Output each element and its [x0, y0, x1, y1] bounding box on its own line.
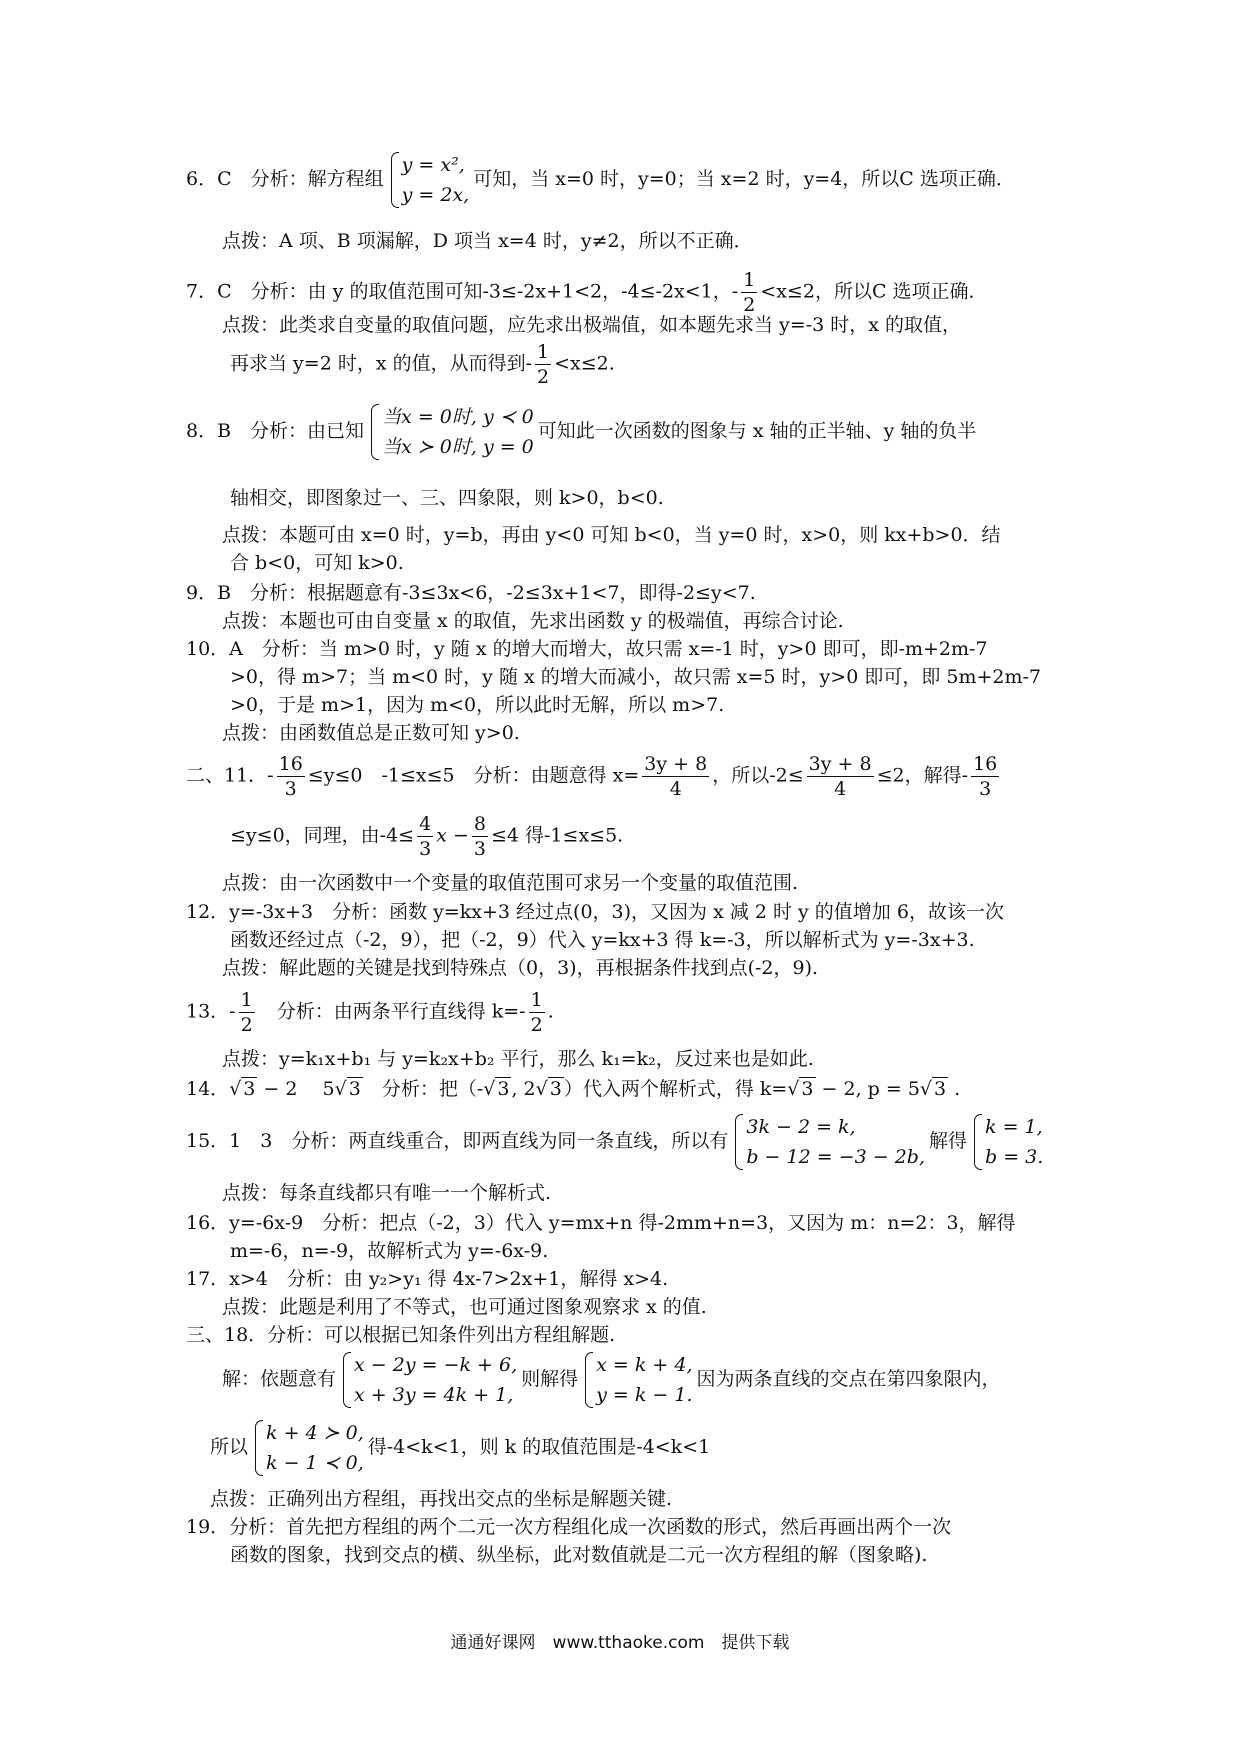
equation-system: 3k − 2 = k, b − 12 = −3 − 2b,	[732, 1112, 925, 1172]
equation-system: x − 2y = −k + 6, x + 3y = 4k + 1,	[340, 1350, 517, 1410]
fraction: $\frac{1}{2}$	[743, 269, 756, 316]
tip-8-line1: 点拨：本题可由 x=0 时，y=b，再由 y<0 可知 b<0，当 y=0 时，x>0，则 kx+b>0．结	[222, 524, 1001, 546]
solution-system: x = k + 4, y = k − 1.	[582, 1350, 692, 1410]
condition-system: 当x = 0时, y ≺ 0 当x ≻ 0时, y = 0	[368, 402, 534, 462]
answer-9: 9．B 分析：根据题意有-3≤3x<6，-2≤3x+1<7，即得-2≤y<7.	[186, 582, 756, 604]
page-footer: 通通好课网 www.tthaoke.com 提供下载	[450, 1633, 790, 1653]
answer-8-line2: 轴相交，即图象过一、三、四象限，则 k>0，b<0.	[230, 487, 664, 509]
answer-11-line2: ≤y≤0，同理，由-4≤ $\frac{4}{3}$ x − $\frac{8}{3}$ ≤4 得-1≤x≤5.	[230, 813, 624, 860]
answer-14: 14．√ 3 − 2 5√ 3 分析：把（-√ 3 , 2√ 3 ）代入两个解析式，得 k=√ 3 − 2, p = 5√ 3 .	[186, 1078, 961, 1100]
answer-19-line1: 19．分析：首先把方程组的两个二元一次方程组化成一次函数的形式，然后再画出两个一次	[186, 1516, 952, 1538]
equation-system: y = x², y = 2x,	[388, 150, 470, 210]
answer-18-solution: 解：依题意有 x − 2y = −k + 6, x + 3y = 4k + 1, 则解得 x = k + 4, y = k − 1. 因为两条直线的交点在第四象限内，	[222, 1350, 1102, 1410]
answer-6: 6．C 分析：解方程组 y = x², y = 2x, 可知，当 x=0 时，y=0；当 x=2 时，y=4，所以C 选项正确．	[186, 150, 1066, 210]
answer-10-line3: >0，于是 m>1，因为 m<0，所以此时无解，所以 m>7.	[230, 694, 725, 716]
answer-13: 13．- $\frac{1}{2}$ 分析：由两条平行直线得 k=- $\frac{1}{2}$ .	[186, 989, 554, 1036]
answer-17: 17．x>4 分析：由 y₂>y₁ 得 4x-7>2x+1，解得 x>4.	[186, 1268, 669, 1290]
tip-11: 点拨：由一次函数中一个变量的取值范围可求另一个变量的取值范围.	[222, 872, 799, 894]
fraction: $\frac{4}{3}$	[419, 813, 432, 860]
tip-7-line1: 点拨：此类求自变量的取值问题，应先求出极端值，如本题先求当 y=-3 时，x 的取值，	[222, 314, 961, 336]
answer-8: 8．B 分析：由已知 当x = 0时, y ≺ 0 当x ≻ 0时, y = 0 可知此一次函数的图象与 x 轴的正半轴、y 轴的负半	[186, 402, 1066, 462]
answer-12-line2: 函数还经过点（-2，9），把（-2，9）代入 y=kx+3 得 k=-3，所以解析式为 y=-3x+3.	[230, 929, 975, 951]
answer-12-line1: 12．y=-3x+3 分析：函数 y=kx+3 经过点(0，3)，又因为 x 减 2 时 y 的值增加 6，故该一次	[186, 901, 1004, 923]
answer-15: 15．1 3 分析：两直线重合，即两直线为同一条直线，所以有 3k − 2 = k, b − 12 = −3 − 2b, 解得 k = 1, b = 3.	[186, 1112, 1066, 1172]
answer-10-line1: 10．A 分析：当 m>0 时，y 随 x 的增大而增大，故只需 x=-1 时，y>0 即可，即-m+2m-7	[186, 638, 988, 660]
fraction: $\frac{1}{2}$	[530, 989, 543, 1036]
tip-8-line2: 合 b<0，可知 k>0.	[230, 552, 404, 574]
fraction: $\frac{3y + 8}{4}$	[808, 753, 872, 800]
tip-15: 点拨：每条直线都只有唯一一个解析式.	[222, 1182, 552, 1204]
answer-11-line1: 二、11．- $\frac{16}{3}$ ≤y≤0 -1≤x≤5 分析：由题意得 x= $\frac{3y + 8}{4}$ ，所以-2≤ $\frac{3y + 8}{4}$ ≤2，解得- $\frac{16}{3}$	[186, 753, 998, 800]
tip-17: 点拨：此题是利用了不等式，也可通过图象观察求 x 的值.	[222, 1296, 707, 1318]
answer-18-conclusion: 所以 k + 4 ≻ 0, k − 1 ≺ 0, 得-4<k<1，则 k 的取值范围是-4<k<1	[210, 1418, 1090, 1478]
solution-system: k = 1, b = 3.	[971, 1112, 1043, 1172]
fraction: $\frac{1}{2}$	[240, 989, 253, 1036]
tip-6: 点拨：A 项、B 项漏解，D 项当 x=4 时，y≠2，所以不正确．	[222, 230, 753, 252]
fraction: $\frac{16}{3}$	[973, 753, 998, 800]
tip-7-line2: 再求当 y=2 时，x 的值，从而得到- $\frac{1}{2}$ <x≤2.	[230, 341, 615, 388]
answer-16-line2: m=-6，n=-9，故解析式为 y=-6x-9.	[230, 1240, 549, 1262]
fraction: $\frac{8}{3}$	[473, 813, 486, 860]
answer-7: 7．C 分析：由 y 的取值范围可知-3≤-2x+1<2，-4≤-2x<1，- $\frac{1}{2}$ <x≤2，所以C 选项正确．	[186, 269, 988, 316]
tip-18: 点拨：正确列出方程组，再找出交点的坐标是解题关键.	[210, 1488, 673, 1510]
answer-18-line1: 三、18．分析：可以根据已知条件列出方程组解题.	[186, 1324, 616, 1346]
fraction: $\frac{1}{2}$	[537, 341, 550, 388]
tip-12: 点拨：解此题的关键是找到特殊点（0，3)，再根据条件找到点(-2，9).	[222, 957, 819, 979]
fraction: $\frac{16}{3}$	[278, 753, 303, 800]
answer-19-line2: 函数的图象，找到交点的横、纵坐标，此对数值就是二元一次方程组的解（图象略).	[230, 1544, 928, 1566]
answer-16-line1: 16．y=-6x-9 分析：把点（-2，3）代入 y=mx+n 得-2mm+n=3，又因为 m：n=2：3，解得	[186, 1212, 1016, 1234]
inequality-system: k + 4 ≻ 0, k − 1 ≺ 0,	[252, 1418, 364, 1478]
fraction: $\frac{3y + 8}{4}$	[644, 753, 708, 800]
answer-10-line2: >0，得 m>7；当 m<0 时，y 随 x 的增大而减小，故只需 x=5 时，y>0 即可，即 5m+2m-7	[230, 666, 1042, 688]
tip-13: 点拨：y=k₁x+b₁ 与 y=k₂x+b₂ 平行，那么 k₁=k₂，反过来也是如此.	[222, 1048, 814, 1070]
tip-9: 点拨：本题也可由自变量 x 的取值，先求出函数 y 的极端值，再综合讨论.	[222, 610, 844, 632]
tip-10: 点拨：由函数值总是正数可知 y>0.	[222, 722, 520, 744]
